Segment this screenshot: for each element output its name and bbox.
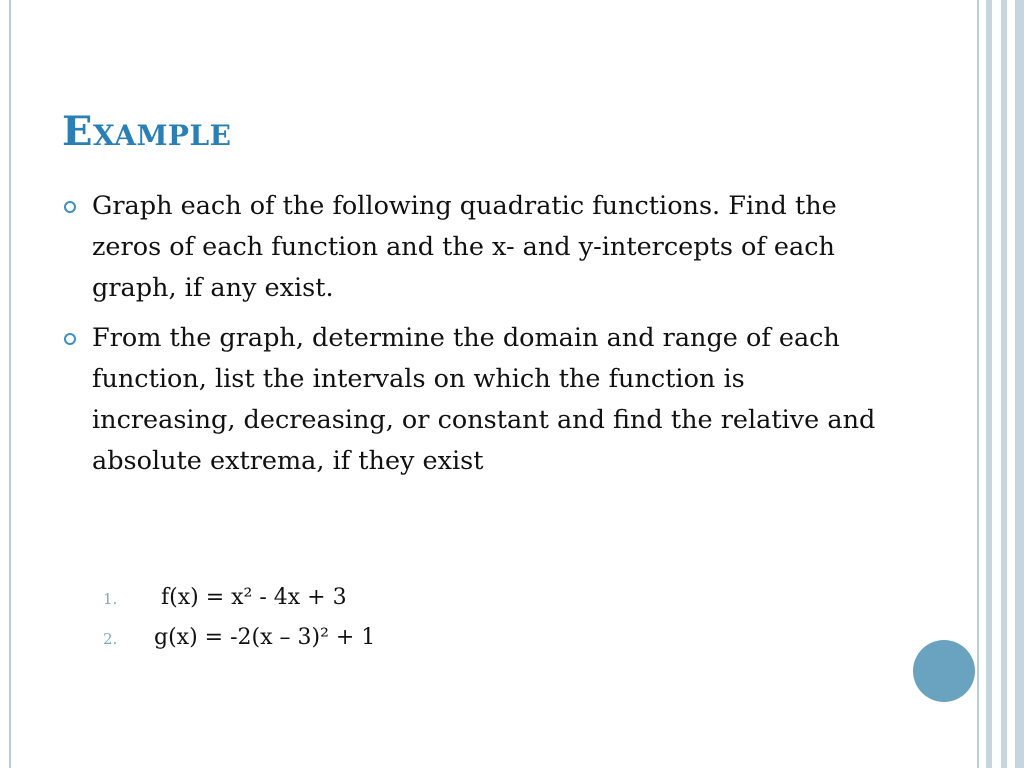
bullet-item (62, 186, 892, 309)
frame-right-stripe (1001, 0, 1007, 768)
bullet-text: From the graph, determine the domain and range of each function, list the intervals on which the function is increasing, decreasing, or constant and find the relative and absolute extrema, if they exist (92, 323, 876, 476)
bullet-item (62, 318, 892, 482)
frame-right-stripe (1015, 0, 1024, 768)
frame-right-line (977, 0, 979, 768)
numbered-list (100, 578, 800, 658)
function-expression: g(x) = -2(x – 3)² + 1 (154, 625, 376, 650)
numbered-item (100, 578, 800, 618)
item-number: 2. (103, 630, 118, 648)
bullet-list (62, 186, 892, 491)
frame-right-stripe (986, 0, 992, 768)
bullet-text: Graph each of the following quadratic functions. Find the zeros of each function and the x- and y-intercepts of each graph, if any exist. (92, 191, 837, 303)
item-number: 1. (103, 590, 118, 608)
bullet-circle-icon (64, 201, 76, 213)
decorative-circle (913, 640, 975, 702)
bullet-circle-icon (64, 333, 76, 345)
frame-left-line (9, 0, 11, 768)
function-expression: f(x) = x² - 4x + 3 (161, 585, 347, 610)
slide-title: Example (62, 108, 232, 155)
numbered-item (100, 618, 800, 658)
